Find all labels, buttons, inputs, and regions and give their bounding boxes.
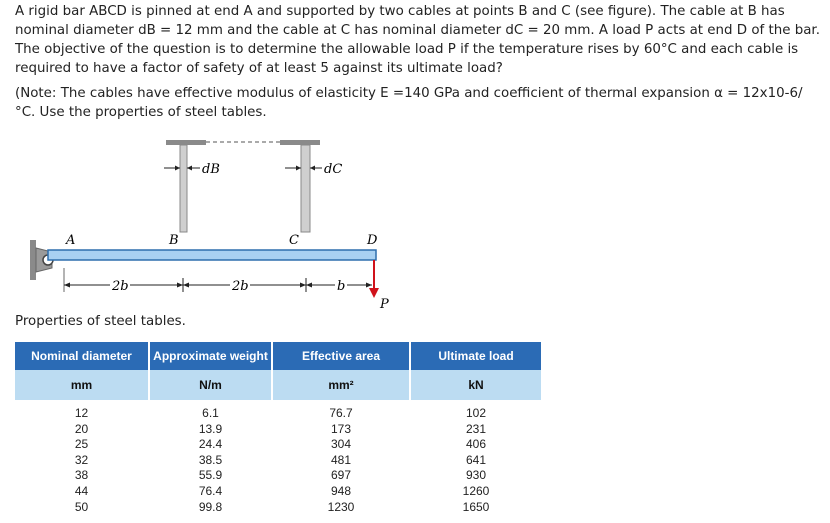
unit-n-per-m: N/m xyxy=(149,370,272,400)
table-cell: 25 xyxy=(74,437,89,452)
table-cell: 50 xyxy=(74,499,89,514)
header-nominal-diameter: Nominal diameter xyxy=(15,342,149,370)
table-cell: 173 xyxy=(330,421,352,436)
table-cell: 1650 xyxy=(462,499,490,514)
table-cell: 641 xyxy=(465,452,487,467)
table-cell: 406 xyxy=(465,437,487,452)
table-cell: 32 xyxy=(74,452,89,467)
label-a: A xyxy=(66,233,76,248)
bar-cable-figure xyxy=(30,140,390,310)
label-c: C xyxy=(289,233,299,248)
db-arrow-left xyxy=(175,166,180,171)
table-cell: 44 xyxy=(74,483,89,498)
table-cell: 304 xyxy=(330,437,352,452)
label-p: P xyxy=(380,297,389,310)
label-b: B xyxy=(169,233,179,248)
table-cell: 55.9 xyxy=(198,468,223,483)
header-effective-area: Effective area xyxy=(272,342,410,370)
table-cell: 38 xyxy=(74,468,89,483)
table-cell: 1230 xyxy=(327,499,355,514)
dc-arrow-right xyxy=(310,166,315,171)
dim-label-ab: 2b xyxy=(112,279,129,294)
table-cell: 1260 xyxy=(462,483,490,498)
table-cell: 20 xyxy=(74,421,89,436)
table-data-row xyxy=(15,406,542,515)
cable-b xyxy=(180,145,187,232)
dim-label-cd: b xyxy=(337,279,346,294)
steel-properties-table xyxy=(15,342,543,515)
header-approximate-weight: Approximate weight xyxy=(149,342,272,370)
table-cell: 13.9 xyxy=(198,421,223,436)
ceiling-support-c xyxy=(280,140,320,145)
column-approximate-weight xyxy=(149,406,272,515)
table-cell: 24.4 xyxy=(198,437,223,452)
label-d: D xyxy=(367,233,378,248)
table-cell: 948 xyxy=(330,483,352,498)
problem-statement: A rigid bar ABCD is pinned at end A and supported by two cables at points B and C (see figure). The cable at B has nominal diameter dB = 12 mm and the cable at C has nominal diameter dC = 20 mm. A load P acts at end D of the bar. The objective of the question is to determine the allowable load P if the temperature rises by 60°C and each cable is required to have a factor of safety of at least 5 against its ultimate load? xyxy=(15,4,820,76)
table-cell: 12 xyxy=(74,406,89,420)
table-cell: 231 xyxy=(465,421,487,436)
dim-label-bc: 2b xyxy=(232,279,249,294)
unit-mm2: mm² xyxy=(272,370,410,400)
table-cell: 481 xyxy=(330,452,352,467)
table-cell: 76.7 xyxy=(329,406,353,420)
wall-support xyxy=(30,240,36,280)
table-cell: 6.1 xyxy=(202,406,219,420)
table-cell: 102 xyxy=(465,406,487,420)
column-effective-area xyxy=(272,406,410,515)
table-heading: Properties of steel tables. xyxy=(15,314,186,329)
table-cell: 76.4 xyxy=(198,483,223,498)
db-arrow-right xyxy=(187,166,192,171)
dc-arrow-left xyxy=(296,166,301,171)
table-cell: 99.8 xyxy=(198,499,223,514)
table-header-row xyxy=(15,342,542,370)
unit-mm: mm xyxy=(15,370,149,400)
db-label: dB xyxy=(202,162,220,177)
rigid-bar xyxy=(48,250,376,260)
column-nominal-diameter xyxy=(15,406,149,515)
dc-label: dC xyxy=(324,162,343,177)
load-arrow-head xyxy=(369,288,379,298)
table-units-row xyxy=(15,370,542,400)
header-ultimate-load: Ultimate load xyxy=(410,342,542,370)
table-cell: 38.5 xyxy=(198,452,223,467)
ceiling-support-b xyxy=(166,140,206,145)
table-cell: 697 xyxy=(330,468,352,483)
table-cell: 930 xyxy=(465,468,487,483)
problem-note: (Note: The cables have effective modulus of elasticity E =140 GPa and coefficient of thermal expansion α = 12x10-6/°C. Use the properties of steel tables. xyxy=(15,86,803,120)
unit-kn: kN xyxy=(410,370,542,400)
cable-c xyxy=(301,145,310,232)
column-ultimate-load xyxy=(410,406,542,515)
